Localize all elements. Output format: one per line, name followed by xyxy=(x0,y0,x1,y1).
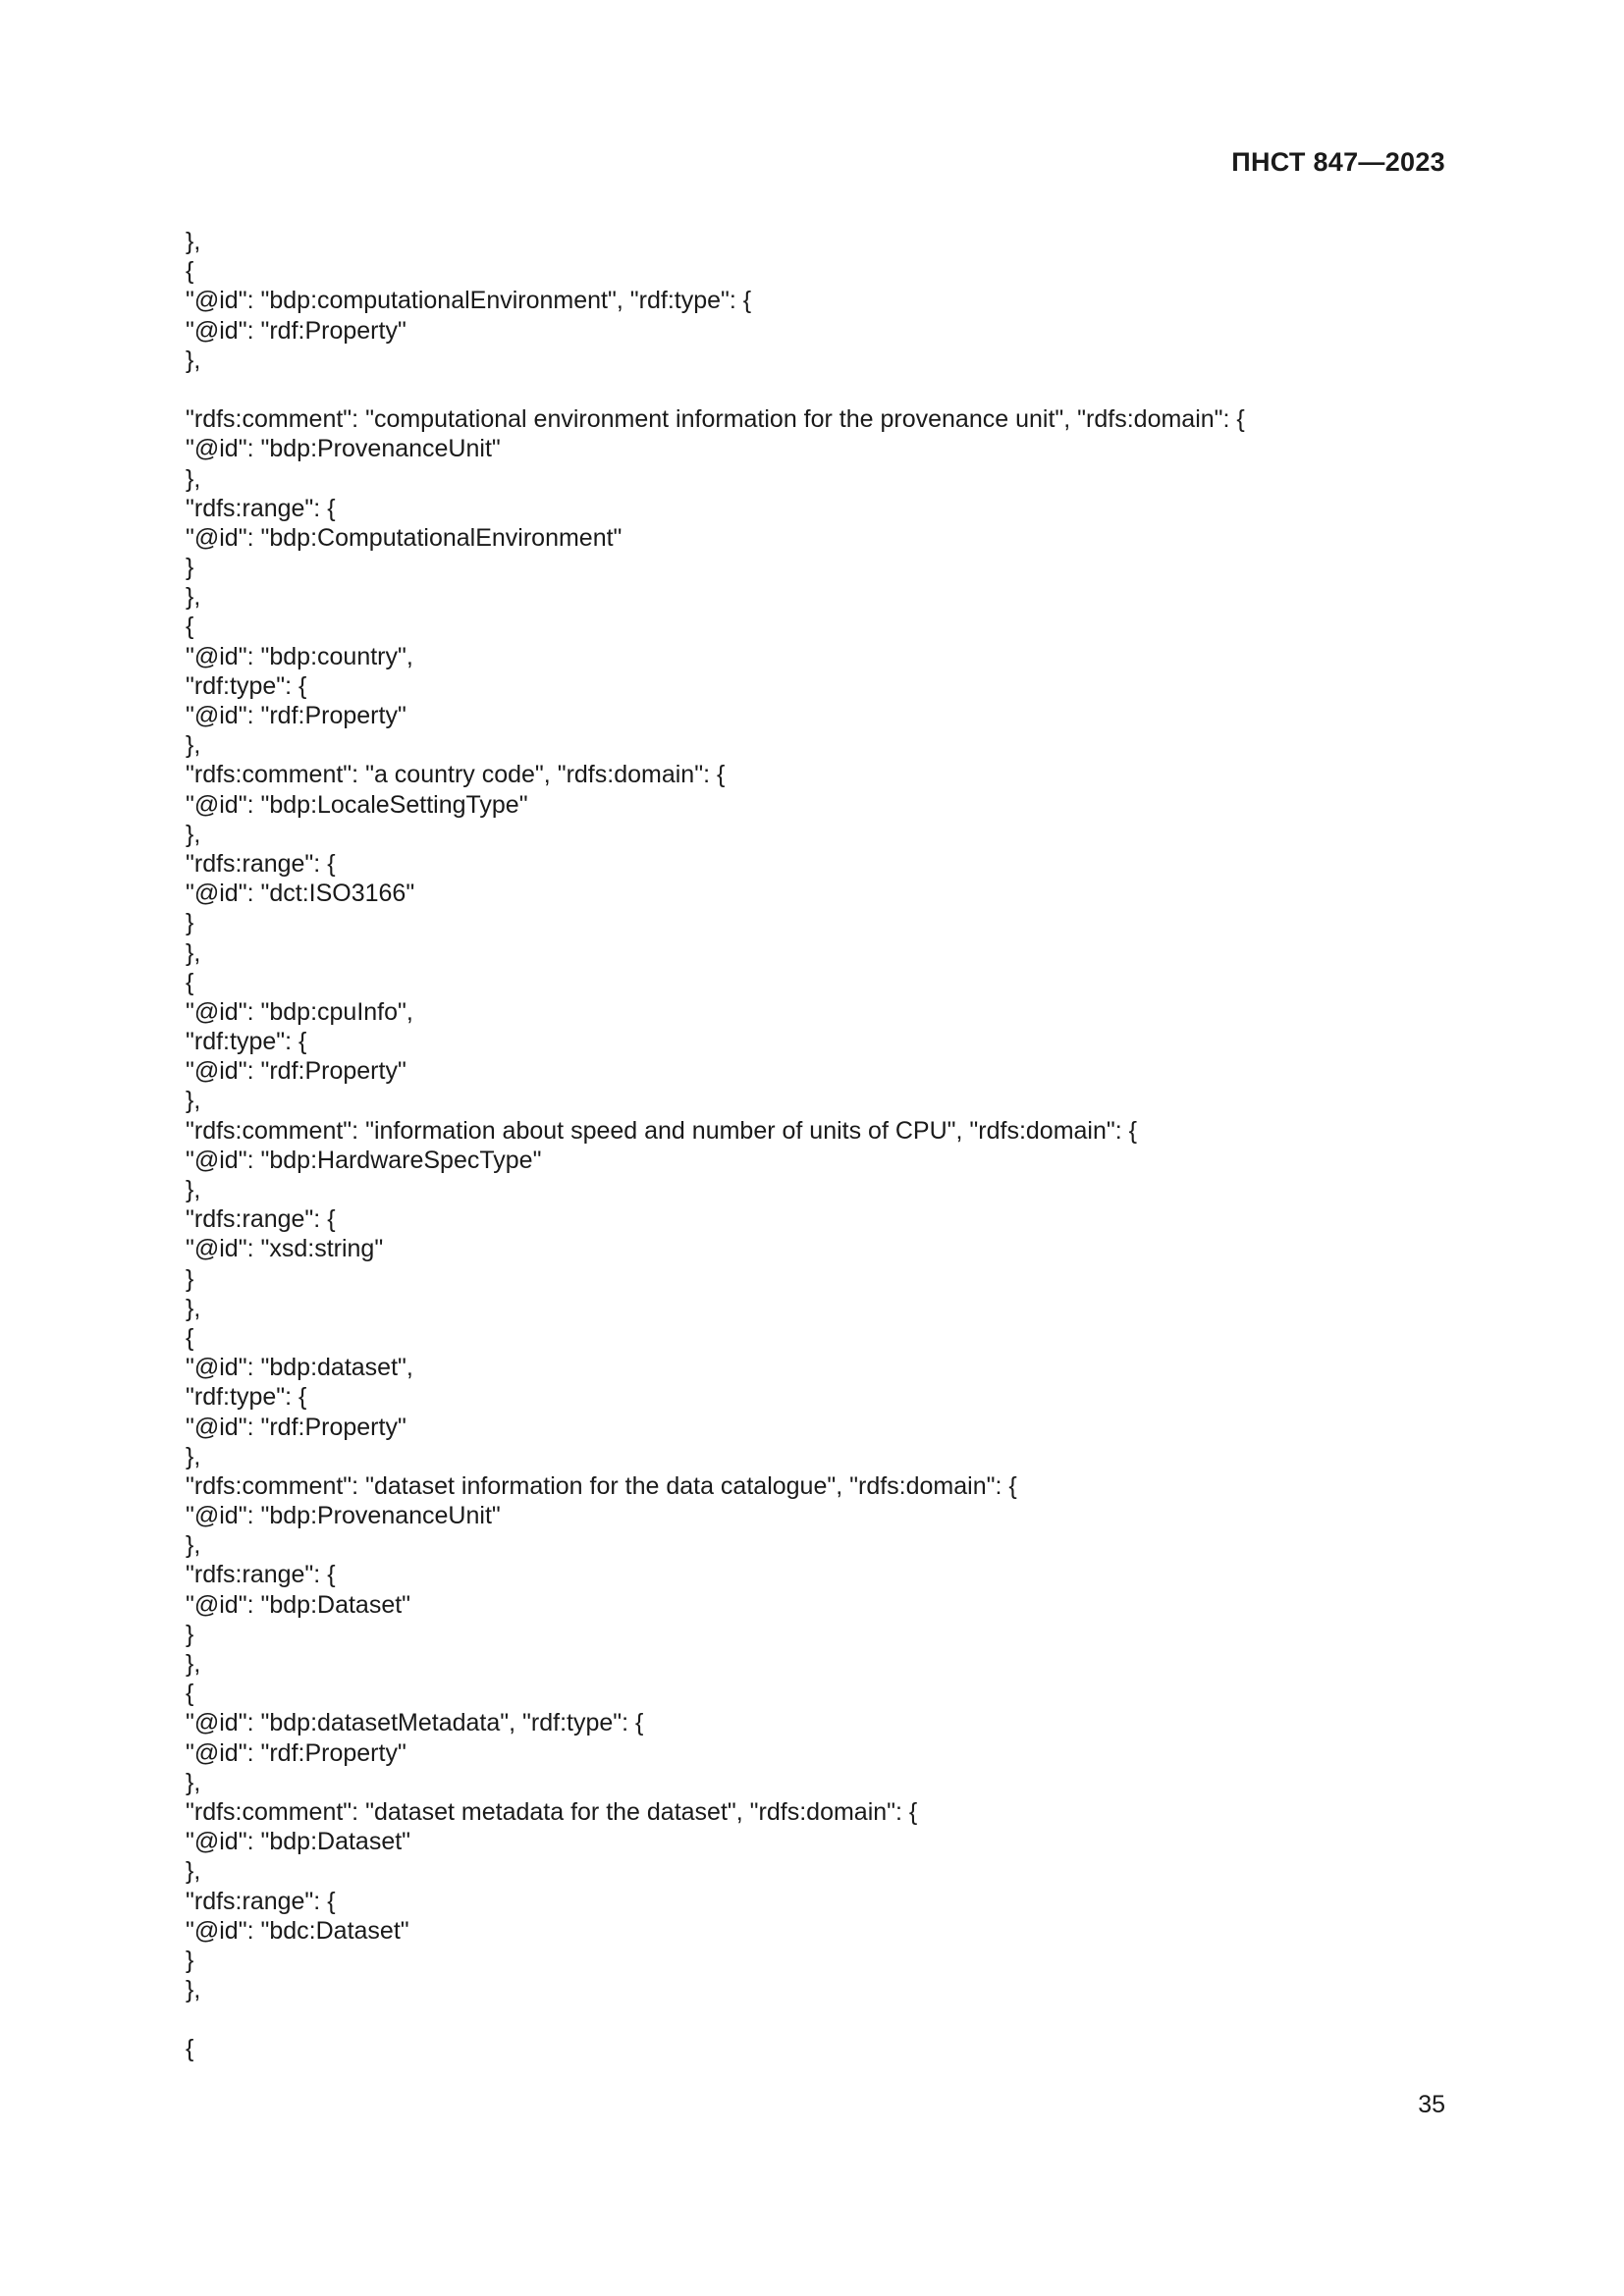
code-line: { xyxy=(186,1680,194,1708)
code-line: } xyxy=(186,554,194,582)
code-line: { xyxy=(186,257,194,286)
code-line xyxy=(186,375,1452,404)
code-line: "@id": "bdp:ComputationalEnvironment" xyxy=(186,523,623,552)
code-line: }, xyxy=(186,1531,201,1560)
document-code-header: ПНСТ 847—2023 xyxy=(1231,147,1445,177)
code-line: "rdfs:range": { xyxy=(186,1561,336,1589)
code-line: "rdfs:range": { xyxy=(186,1205,336,1234)
code-line: } xyxy=(186,1264,194,1293)
code-line: }, xyxy=(186,1176,201,1203)
code-line: "@id": "dct:ISO3166" xyxy=(186,880,415,908)
code-line: }, xyxy=(186,1442,201,1470)
code-line: "rdfs:comment": "a country code", "rdfs:domain": { xyxy=(186,761,726,789)
code-line: { xyxy=(186,2035,194,2063)
code-line xyxy=(186,2004,1452,2034)
code-line: "@id": "bdp:Dataset" xyxy=(186,1828,411,1856)
code-line: "@id": "bdp:dataset", xyxy=(186,1354,413,1382)
code-line: "@id": "bdp:computationalEnvironment", "rdf:type": { xyxy=(186,287,752,315)
code-line: { xyxy=(186,968,194,996)
code-line: }, xyxy=(186,1976,201,2004)
code-line: }, xyxy=(186,1294,201,1322)
code-line: "rdfs:comment": "dataset information for the data catalogue", "rdfs:domain": { xyxy=(186,1471,1017,1500)
code-line: "@id": "xsd:string" xyxy=(186,1235,384,1263)
page-number: 35 xyxy=(1418,2091,1445,2118)
code-line: "rdfs:range": { xyxy=(186,849,336,878)
code-line: }, xyxy=(186,1857,201,1886)
code-line: }, xyxy=(186,464,201,493)
code-line: "@id": "bdp:Dataset" xyxy=(186,1590,411,1619)
code-line: }, xyxy=(186,731,201,760)
code-line: }, xyxy=(186,820,201,848)
code-line: }, xyxy=(186,1768,201,1796)
code-line: "@id": "rdf:Property" xyxy=(186,702,406,729)
code-line: "rdfs:comment": "dataset metadata for the dataset", "rdfs:domain": { xyxy=(186,1797,918,1826)
code-line: "@id": "bdp:ProvenanceUnit" xyxy=(186,435,501,463)
code-line: }, xyxy=(186,346,201,374)
code-listing xyxy=(186,227,1452,2064)
code-line: "@id": "bdp:country", xyxy=(186,642,413,670)
code-line: "rdf:type": { xyxy=(186,1383,307,1412)
code-line: "@id": "rdf:Property" xyxy=(186,1057,406,1086)
code-line: "@id": "rdf:Property" xyxy=(186,316,406,345)
code-line: "@id": "bdc:Dataset" xyxy=(186,1916,409,1945)
code-line: "@id": "bdp:datasetMetadata", "rdf:type": { xyxy=(186,1709,644,1737)
code-line: }, xyxy=(186,1087,201,1115)
code-line: "rdf:type": { xyxy=(186,1028,307,1056)
code-line: } xyxy=(186,909,194,937)
code-line: "@id": "rdf:Property" xyxy=(186,1413,406,1441)
code-line: "rdfs:comment": "information about speed and number of units of CPU", "rdfs:domain": { xyxy=(186,1116,1137,1145)
code-line: "rdfs:comment": "computational environment information for the provenance unit", "rdfs:domain": { xyxy=(186,405,1245,434)
code-line: "@id": "bdp:cpuInfo", xyxy=(186,997,413,1026)
code-line: "rdfs:range": { xyxy=(186,1887,336,1915)
code-line: { xyxy=(186,1323,194,1352)
code-line: }, xyxy=(186,938,201,967)
code-line: }, xyxy=(186,583,201,612)
code-line: "@id": "bdp:LocaleSettingType" xyxy=(186,790,528,819)
code-line: "@id": "bdp:HardwareSpecType" xyxy=(186,1146,542,1174)
code-line: { xyxy=(186,613,194,641)
code-line: "rdf:type": { xyxy=(186,671,307,700)
code-line: } xyxy=(186,1620,194,1648)
code-line: }, xyxy=(186,228,201,255)
code-line: "rdfs:range": { xyxy=(186,494,336,522)
code-line: "@id": "rdf:Property" xyxy=(186,1738,406,1767)
code-line: "@id": "bdp:ProvenanceUnit" xyxy=(186,1502,501,1530)
code-line: } xyxy=(186,1946,194,1974)
code-line: }, xyxy=(186,1650,201,1678)
